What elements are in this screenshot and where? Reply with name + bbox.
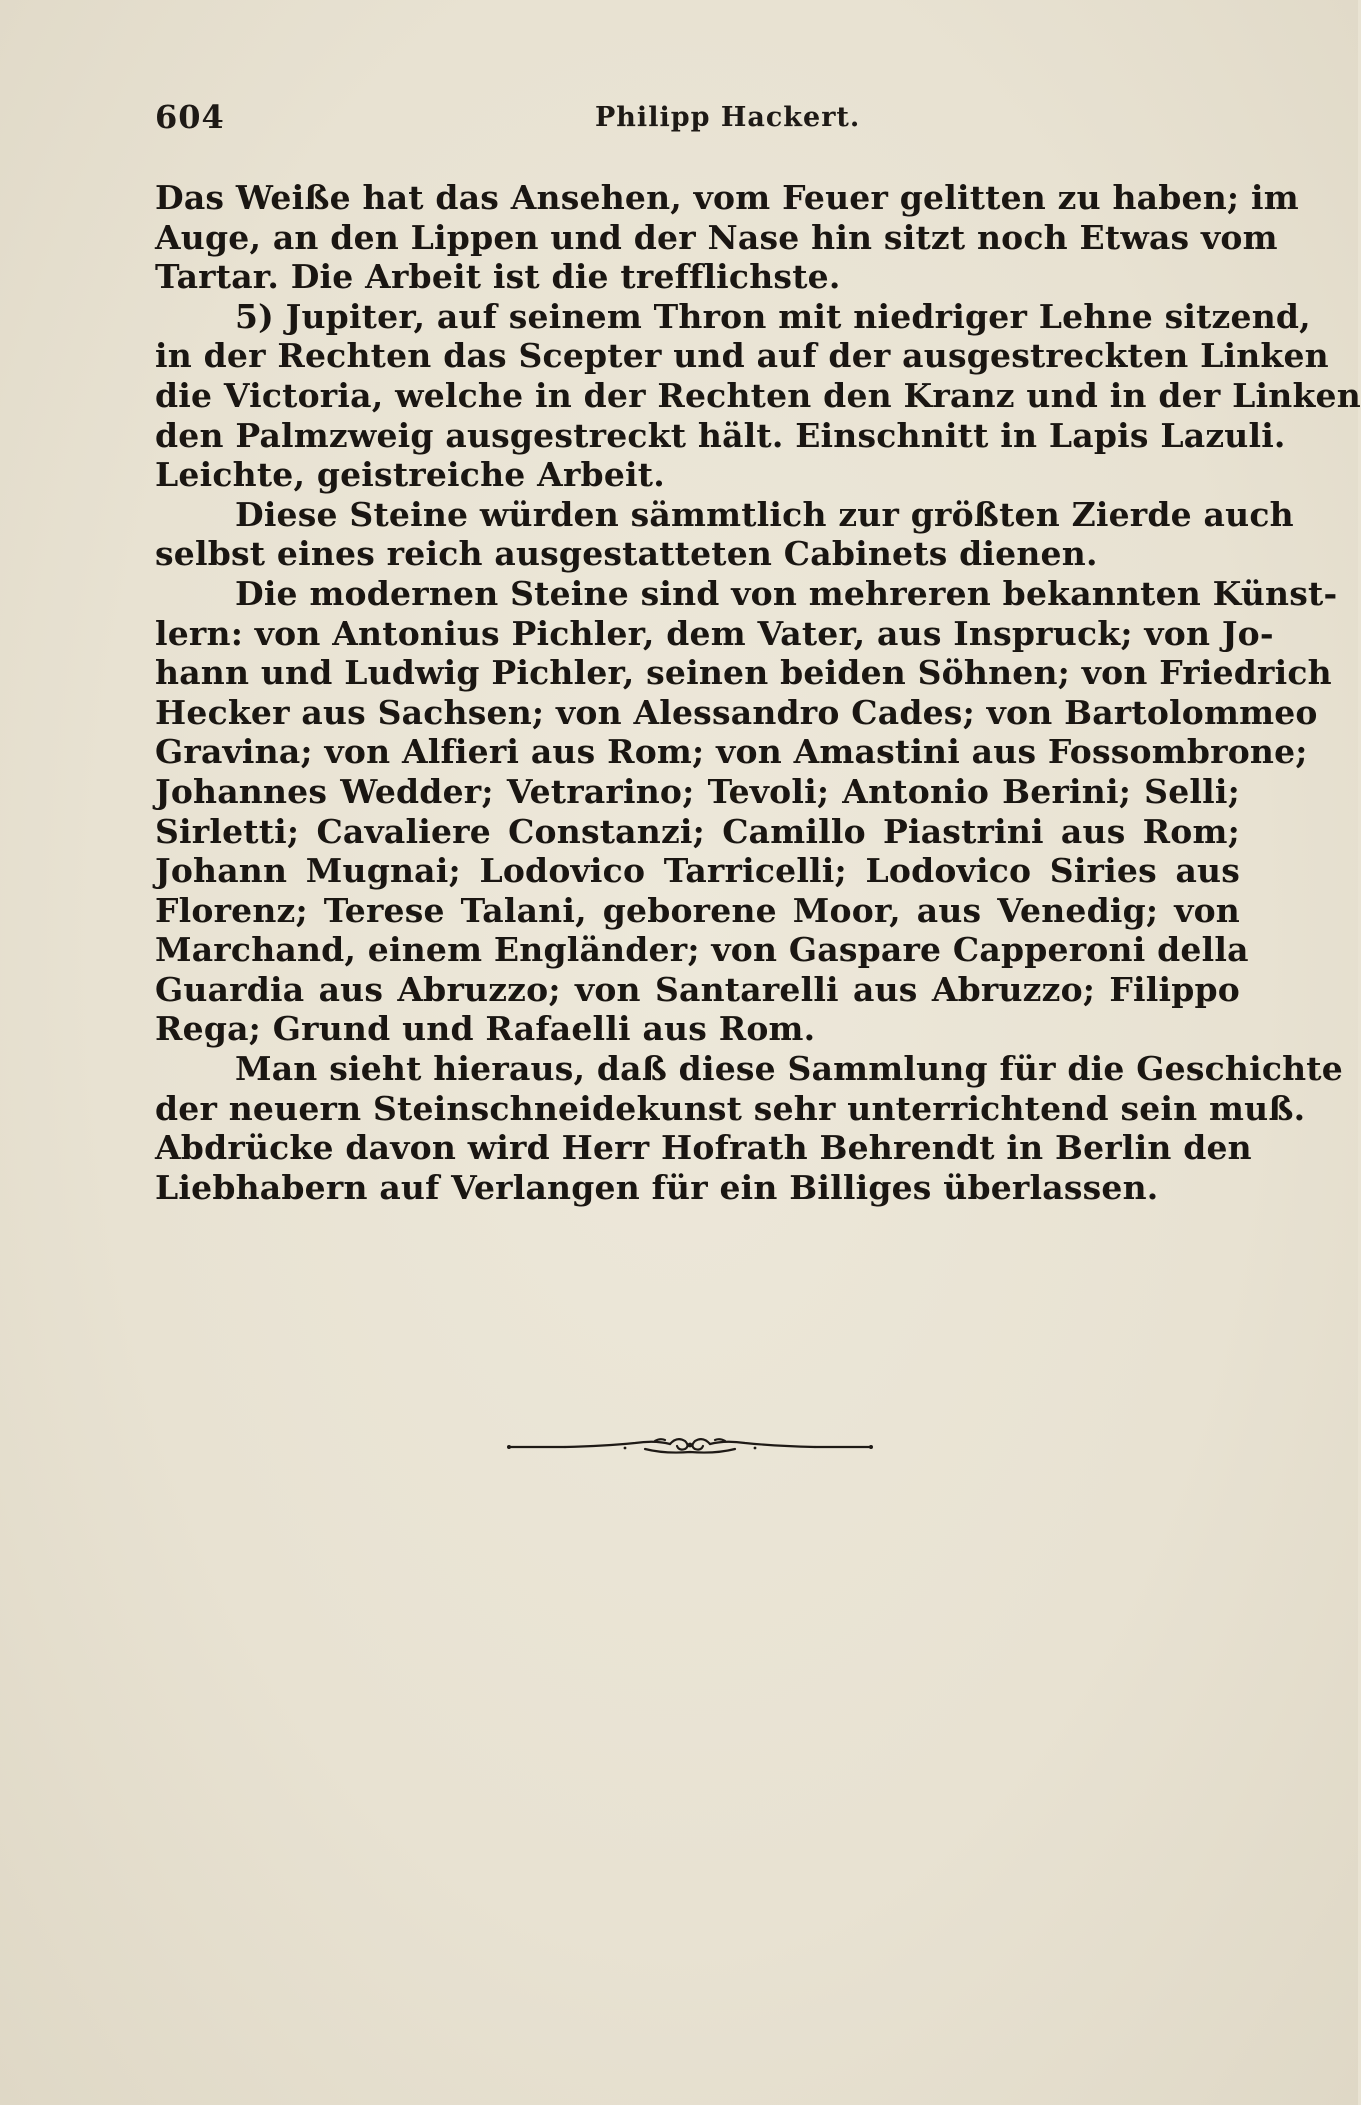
text-line: Rega; Grund und Rafaelli aus Rom. <box>155 1009 816 1049</box>
text-line: in der Rechten das Scepter und auf der ausgestreckten Linken <box>155 336 1329 376</box>
text-line: Gravina; von Alfieri aus Rom; von Amastini aus Fossombrone; <box>155 732 1308 772</box>
text-line: Marchand, einem Engländer; von Gaspare Capperoni della <box>155 930 1249 970</box>
text-line: der neuern Steinschneidekunst sehr unterrichtend sein muß. <box>155 1088 1306 1128</box>
text-line: den Palmzweig ausgestreckt hält. Einschnitt in Lapis Lazuli. <box>155 415 1286 455</box>
text-line: 5) Jupiter, auf seinem Thron mit niedriger Lehne sitzend, <box>235 296 1311 336</box>
text-line: Liebhabern auf Verlangen für ein Billiges überlassen. <box>155 1167 1159 1207</box>
text-line: hann und Ludwig Pichler, seinen beiden Söhnen; von Friedrich <box>155 653 1332 693</box>
running-title: Philipp Hackert. <box>595 102 861 133</box>
text-line: Florenz; Terese Talani, geborene Moor, aus Venedig; von <box>155 890 1240 930</box>
page-number: 604 <box>155 98 225 136</box>
text-line: Das Weiße hat das Ansehen, vom Feuer gelitten zu haben; im <box>155 178 1299 217</box>
text-line: Tartar. Die Arbeit ist die trefflichste. <box>155 257 841 297</box>
text-line: Johannes Wedder; Vetrarino; Tevoli; Antonio Berini; Selli; <box>155 771 1240 811</box>
text-line: Man sieht hieraus, daß diese Sammlung für die Geschichte <box>235 1049 1343 1089</box>
text-line: selbst eines reich ausgestatteten Cabinets dienen. <box>155 534 1098 574</box>
body-text <box>155 178 1361 1207</box>
text-line: Sirletti; Cavaliere Constanzi; Camillo Piastrini aus Rom; <box>155 811 1240 851</box>
decorative-tailpiece-icon <box>505 1432 875 1462</box>
text-line: Hecker aus Sachsen; von Alessandro Cades; von Bartolommeo <box>155 692 1318 732</box>
text-line: Johann Mugnai; Lodovico Tarricelli; Lodovico Siries aus <box>155 851 1240 891</box>
text-line: Guardia aus Abruzzo; von Santarelli aus Abruzzo; Filippo <box>155 969 1240 1009</box>
text-line: die Victoria, welche in der Rechten den Kranz und in der Linken <box>155 375 1361 415</box>
text-line: Die modernen Steine sind von mehreren bekannten Künst- <box>235 573 1338 613</box>
text-line: lern: von Antonius Pichler, dem Vater, aus Inspruck; von Jo- <box>155 613 1274 653</box>
text-line: Auge, an den Lippen und der Nase hin sitzt noch Etwas vom <box>155 217 1278 257</box>
text-line: Abdrücke davon wird Herr Hofrath Behrendt in Berlin den <box>155 1128 1252 1168</box>
text-line: Diese Steine würden sämmtlich zur größten Zierde auch <box>235 494 1294 534</box>
page-header <box>155 98 1240 148</box>
text-line: Leichte, geistreiche Arbeit. <box>155 455 665 495</box>
